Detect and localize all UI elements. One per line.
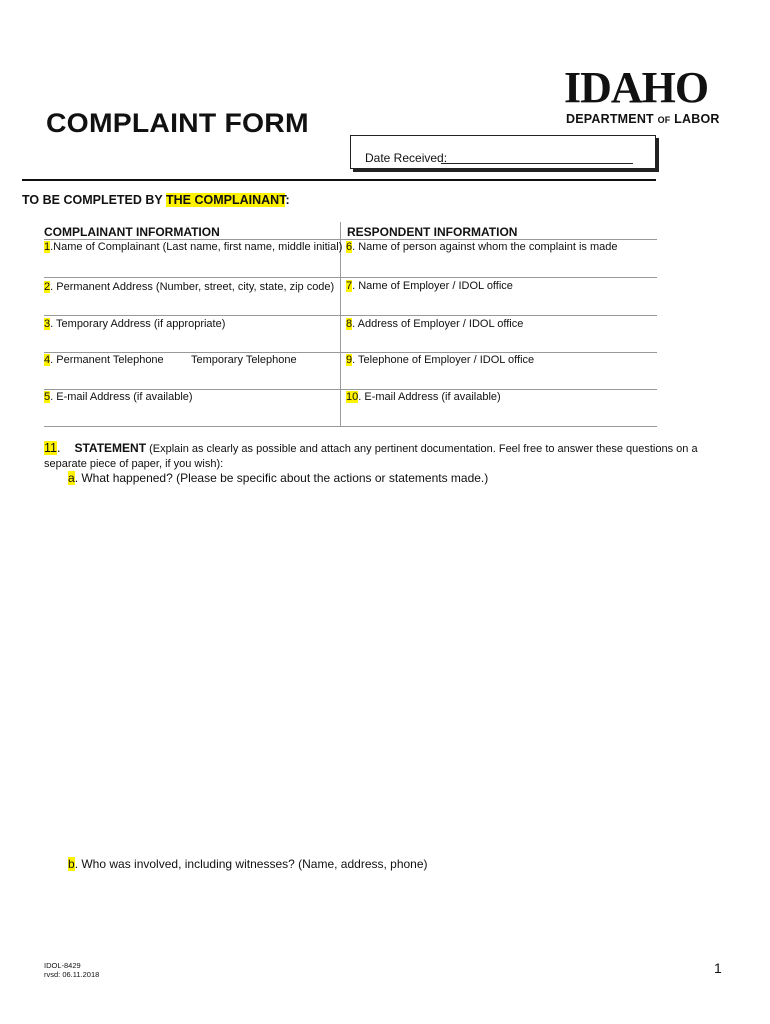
form-title: COMPLAINT FORM <box>46 108 309 138</box>
complainant-highlight: THE COMPLAINANT <box>166 193 286 207</box>
instruction-heading: TO BE COMPLETED BY THE COMPLAINANT: <box>22 193 290 207</box>
field-temporary-address[interactable]: 3. Temporary Address (if appropriate) <box>44 318 226 330</box>
field-employer-name[interactable]: 7. Name of Employer / IDOL office <box>346 280 513 292</box>
logo-department-text: DEPARTMENT OF LABOR <box>566 112 720 126</box>
respondent-info-heading: RESPONDENT INFORMATION <box>347 225 518 239</box>
who-was-involved-answer-area[interactable] <box>68 876 688 946</box>
page-number: 1 <box>714 960 722 976</box>
field-complainant-email[interactable]: 5. E-mail Address (if available) <box>44 391 193 403</box>
date-received-box <box>350 135 656 169</box>
date-received-label: Date Received: <box>365 151 448 165</box>
grid-line <box>44 315 657 316</box>
grid-line <box>44 239 657 240</box>
idaho-department-of-labor-logo <box>560 63 730 130</box>
field-respondent-name[interactable]: 6. Name of person against whom the complaint is made <box>346 241 618 253</box>
grid-line <box>44 352 657 353</box>
logo-idaho-wordmark: IDAHO <box>564 63 709 112</box>
form-code: IDOL-8429 rvsd: 06.11.2018 <box>44 961 100 979</box>
complainant-info-heading: COMPLAINANT INFORMATION <box>44 225 220 239</box>
question-who-was-involved: b. Who was involved, including witnesses? (Name, address, phone) <box>68 857 428 871</box>
field-permanent-address[interactable]: 2. Permanent Address (Number, street, city, state, zip code) <box>44 281 335 293</box>
field-complainant-name[interactable]: 1.Name of Complainant (Last name, first name, middle initial) <box>44 241 343 253</box>
field-respondent-email[interactable]: 10. E-mail Address (if available) <box>346 391 501 403</box>
field-permanent-telephone[interactable]: 4. Permanent Telephone <box>44 354 164 366</box>
field-employer-address[interactable]: 8. Address of Employer / IDOL office <box>346 318 524 330</box>
date-received-field[interactable] <box>441 163 633 164</box>
statement-instructions: 11. STATEMENT (Explain as clearly as possible and attach any pertinent documentation. Feel free to answer these questions on a separate piece of paper, if you wish): <box>44 441 698 470</box>
grid-line <box>44 277 657 278</box>
grid-line <box>44 426 657 427</box>
field-employer-telephone[interactable]: 9. Telephone of Employer / IDOL office <box>346 354 535 366</box>
question-what-happened: a. What happened? (Please be specific about the actions or statements made.) <box>68 471 489 485</box>
header-divider <box>22 179 656 181</box>
what-happened-answer-area[interactable] <box>68 490 688 840</box>
grid-line <box>44 389 657 390</box>
field-temporary-telephone[interactable]: Temporary Telephone <box>191 354 297 366</box>
